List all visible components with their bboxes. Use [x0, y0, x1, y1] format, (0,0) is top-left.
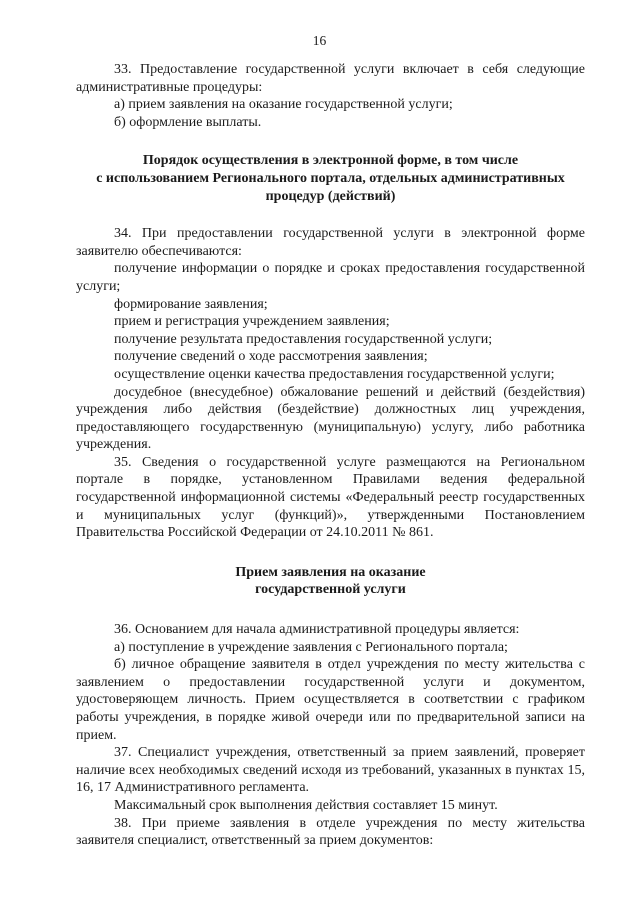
- list-item: осуществление оценки качества предоставления государственной услуги;: [114, 366, 555, 382]
- paragraph-33-a: а) прием заявления на оказание государственной услуги;: [114, 97, 453, 113]
- heading-line: Прием заявления на оказание: [235, 564, 426, 580]
- paragraph-37-time: Максимальный срок выполнения действия составляет 15 минут.: [114, 797, 498, 813]
- paragraph-33: 33. Предоставление государственной услуги включает в себя следующие административные процедуры:: [76, 62, 585, 95]
- paragraph-35: 35. Сведения о государственной услуге размещаются на Региональном портале в порядке, установленном Правилами ведения федеральной государственной информационной системы «Федеральный реестр государственных и муниципальных услуг (функций)», утвержденными Постановлением Правительства Российской Федерации от 24.10.2011 № 861.: [76, 454, 585, 541]
- heading-line: государственной услуги: [255, 582, 406, 598]
- paragraph-37: 37. Специалист учреждения, ответственный за прием заявлений, проверяет наличие всех необходимых сведений исходя из требований, указанных в пунктах 15, 16, 17 Административного регламента.: [76, 745, 585, 796]
- list-item: формирование заявления;: [114, 296, 268, 312]
- heading-line: процедур (действий): [265, 188, 396, 204]
- page-number: 16: [312, 33, 327, 48]
- paragraph-38: 38. При приеме заявления в отделе учреждения по месту жительства заявителя специалист, ответственный за прием документов:: [76, 815, 585, 849]
- list-item: досудебное (внесудебное) обжалование решений и действий (бездействия) учреждения либо действия (бездействие) должностных лиц учреждения, предоставляющего государственную (муниципальную) услугу, либо работника учреждения.: [76, 384, 585, 453]
- list-item: получение сведений о ходе рассмотрения заявления;: [114, 349, 428, 365]
- paragraph-36-b: б) личное обращение заявителя в отдел учреждения по месту жительства с заявлением о предоставлении государственной услуги и документом, удостоверяющем личность. Прием осуществляется в соответствии с графиком работы учреждения, в порядке живой очереди или по предварительной записи на прием.: [76, 657, 585, 743]
- paragraph-36-a: а) поступление в учреждение заявления с Регионального портала;: [114, 639, 508, 655]
- heading-line: Порядок осуществления в электронной форме, в том числе: [142, 153, 519, 169]
- list-item: получение информации о порядке и сроках предоставления государственной услуги;: [76, 261, 585, 294]
- section-heading-reception: [76, 564, 585, 599]
- section-heading-electronic: [76, 152, 585, 205]
- list-item: прием и регистрация учреждением заявления;: [114, 314, 390, 330]
- paragraph-36: 36. Основанием для начала административной процедуры является:: [114, 622, 520, 638]
- paragraph-34: 34. При предоставлении государственной услуги в электронной форме заявителю обеспечиваются:: [76, 226, 585, 259]
- list-item: получение результата предоставления государственной услуги;: [114, 331, 493, 347]
- paragraph-33-b: б) оформление выплаты.: [114, 114, 262, 130]
- document-body: [76, 61, 585, 850]
- heading-line: с использованием Регионального портала, отдельных административных: [96, 170, 565, 186]
